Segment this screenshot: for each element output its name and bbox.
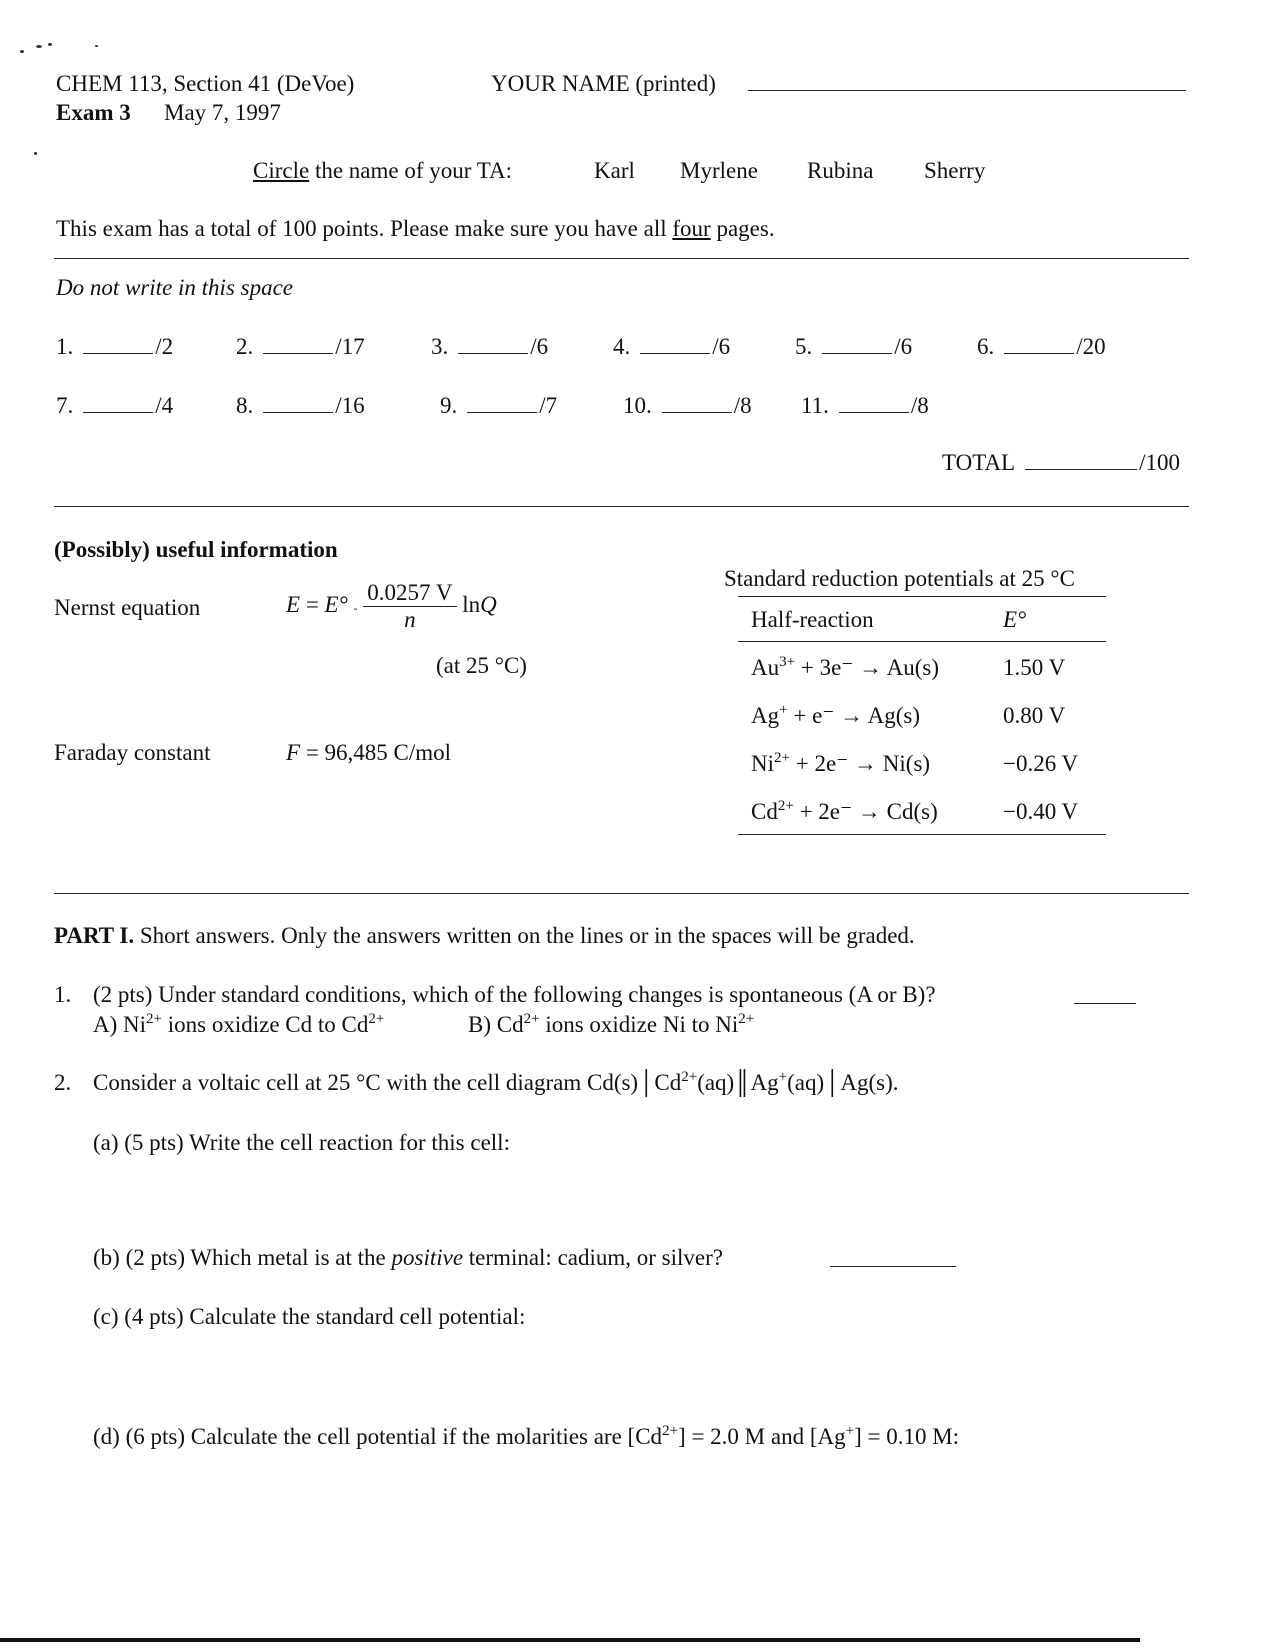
q2b-emphasis: positive <box>391 1245 464 1270</box>
ion: Cd <box>751 799 778 824</box>
q2d-text <box>93 1424 959 1450</box>
score-5 <box>795 333 912 360</box>
faraday-label: Faraday constant <box>54 740 211 765</box>
faraday-value <box>286 740 451 766</box>
part1-heading <box>54 923 915 949</box>
ion: Ni <box>751 751 774 776</box>
q2b-part: (b) (2 pts) Which metal is at the <box>93 1245 386 1270</box>
q1-text: (2 pts) Under standard conditions, which of the following changes is spontaneous (A or B)? <box>93 982 936 1007</box>
score-8 <box>236 392 365 419</box>
score-max: /6 <box>530 334 549 359</box>
table-rule <box>738 641 1106 642</box>
ta-prompt <box>253 158 512 184</box>
notice-text-end: pages. <box>716 216 775 241</box>
score-num: 2. <box>236 334 254 359</box>
charge: 2+ <box>146 1011 162 1027</box>
score-blank[interactable] <box>1004 333 1074 354</box>
nernst-numerator: 0.0257 V <box>363 580 456 607</box>
nernst-note: (at 25 °C) <box>436 653 527 678</box>
nernst-e: E <box>286 592 301 618</box>
nernst-ln: ln <box>462 592 481 618</box>
score-4 <box>613 333 730 360</box>
charge: + <box>778 1069 788 1085</box>
q2-text-part: (aq)║Ag <box>697 1070 779 1095</box>
score-max: /7 <box>539 393 558 418</box>
q2d-part: ] = 2.0 M and [Ag <box>678 1424 846 1449</box>
score-num: 7. <box>56 393 74 418</box>
reaction-rest: + 2e⁻ → Ni(s) <box>789 751 931 776</box>
nernst-equation <box>286 580 497 634</box>
score-num: 8. <box>236 393 254 418</box>
score-num: 4. <box>613 334 631 359</box>
score-num: 11. <box>801 393 829 418</box>
score-blank[interactable] <box>458 333 528 354</box>
charge: 2+ <box>738 1011 755 1027</box>
score-max: /17 <box>335 334 365 359</box>
charge: + <box>845 1423 855 1439</box>
ta-option-rubina[interactable]: Rubina <box>807 158 874 183</box>
score-max: /2 <box>155 334 174 359</box>
q2d-part: (d) (6 pts) Calculate the cell potential if the molarities are [Cd <box>93 1424 663 1449</box>
score-blank[interactable] <box>263 392 333 413</box>
q1-option-b <box>468 1012 754 1038</box>
charge: 2+ <box>523 1011 540 1027</box>
reaction-rest: + 2e⁻ → Cd(s) <box>793 799 938 824</box>
q2b-text <box>93 1245 723 1271</box>
divider <box>54 893 1189 894</box>
ta-prompt-text: the name of your TA: <box>314 158 512 183</box>
scan-speck <box>48 43 52 46</box>
score-2 <box>236 333 365 360</box>
score-num: 9. <box>440 393 458 418</box>
potentials-title: Standard reduction potentials at 25 °C <box>724 566 1075 591</box>
q1-answer-blank[interactable] <box>1074 1003 1136 1004</box>
reaction-ag <box>751 703 920 729</box>
ta-option-sherry[interactable]: Sherry <box>924 158 986 183</box>
reaction-au <box>751 655 939 681</box>
score-num: 6. <box>977 334 995 359</box>
scan-speck <box>36 45 42 48</box>
q1-number: 1. <box>54 982 72 1007</box>
ion: Au <box>751 655 780 680</box>
exam-label: Exam 3 <box>56 100 131 125</box>
reaction-cd <box>751 799 938 825</box>
score-3 <box>431 333 548 360</box>
faraday-symbol: F <box>286 740 301 765</box>
charge: 3+ <box>779 654 796 670</box>
scan-speck <box>34 152 37 155</box>
nernst-minus: - <box>353 601 358 616</box>
exam-notice <box>56 216 775 242</box>
q2-text-part: (aq)│Ag(s). <box>787 1070 899 1095</box>
score-blank[interactable] <box>83 392 153 413</box>
total-max: /100 <box>1139 450 1181 475</box>
charge: 2+ <box>774 750 790 766</box>
notice-emphasis: four <box>672 216 711 241</box>
course-title: CHEM 113, Section 41 (DeVoe) <box>56 71 355 96</box>
score-max: /20 <box>1076 334 1106 359</box>
col-reaction-header: Half-reaction <box>751 607 874 632</box>
charge: 2+ <box>368 1011 385 1027</box>
reaction-rest: + e⁻ → Ag(s) <box>787 703 921 728</box>
score-max: /6 <box>712 334 731 359</box>
faraday-number: = 96,485 C/mol <box>305 740 452 765</box>
score-blank[interactable] <box>839 392 909 413</box>
potential-ag: 0.80 V <box>1003 703 1066 728</box>
nernst-denominator: n <box>404 607 416 633</box>
q2d-part: ] = 0.10 M: <box>854 1424 960 1449</box>
score-blank[interactable] <box>822 333 892 354</box>
part1-intro: Short answers. Only the answers written on the lines or in the spaces will be graded. <box>139 923 915 948</box>
ion: Ag <box>751 703 780 728</box>
q2b-part: terminal: cadium, or silver? <box>468 1245 723 1270</box>
score-max: /16 <box>335 393 365 418</box>
q2a-text: (a) (5 pts) Write the cell reaction for this cell: <box>93 1130 510 1155</box>
divider <box>54 506 1189 507</box>
score-10 <box>623 392 752 419</box>
scan-speck <box>95 45 98 47</box>
col-e-header: E° <box>1003 607 1027 632</box>
total-label: TOTAL <box>942 450 1016 475</box>
score-11 <box>801 392 929 419</box>
charge: + <box>779 702 788 718</box>
reaction-rest: + 3e⁻ → Au(s) <box>795 655 940 680</box>
potential-cd: −0.40 V <box>1003 799 1079 824</box>
nernst-e0: E° <box>324 592 348 618</box>
potential-au: 1.50 V <box>1003 655 1066 680</box>
score-blank[interactable] <box>467 392 537 413</box>
charge: 2+ <box>777 798 794 814</box>
table-rule <box>738 834 1106 835</box>
circle-word: Circle <box>253 158 310 183</box>
nernst-fraction <box>363 580 456 634</box>
q2-text-part: Consider a voltaic cell at 25 °C with the cell diagram Cd(s)│Cd <box>93 1070 682 1095</box>
score-num: 10. <box>623 393 652 418</box>
score-7 <box>56 392 173 419</box>
nernst-label: Nernst equation <box>54 595 201 620</box>
q1-b-text: ions oxidize Ni to Ni <box>539 1012 739 1037</box>
score-total <box>942 449 1180 476</box>
q2b-answer-blank[interactable] <box>830 1266 956 1267</box>
score-max: /8 <box>733 393 752 418</box>
reaction-ni <box>751 751 930 777</box>
score-num: 1. <box>56 334 74 359</box>
score-1 <box>56 333 173 360</box>
divider <box>54 258 1189 259</box>
score-num: 3. <box>431 334 449 359</box>
score-max: /6 <box>894 334 913 359</box>
score-blank[interactable] <box>662 392 732 413</box>
potential-ni: −0.26 V <box>1003 751 1079 776</box>
scan-edge <box>0 1638 1140 1642</box>
score-blank[interactable] <box>640 333 710 354</box>
total-blank[interactable] <box>1025 449 1137 470</box>
ta-option-myrlene[interactable]: Myrlene <box>680 158 758 183</box>
score-max: /4 <box>155 393 174 418</box>
q1-a-text: ions oxidize Cd to Cd <box>162 1012 369 1037</box>
grading-label: Do not write in this space <box>56 275 294 300</box>
score-6 <box>977 333 1106 360</box>
score-max: /8 <box>910 393 929 418</box>
score-blank[interactable] <box>83 333 153 354</box>
q1-b-text: B) Cd <box>468 1012 524 1037</box>
info-title: (Possibly) useful information <box>54 537 338 562</box>
part1-title: PART I. <box>54 923 135 948</box>
name-label: YOUR NAME (printed) <box>491 71 716 96</box>
name-field[interactable] <box>748 90 1186 91</box>
q2-number: 2. <box>54 1070 72 1095</box>
exam-date: May 7, 1997 <box>164 100 281 125</box>
scan-speck <box>20 50 24 53</box>
q1-option-a <box>93 1012 384 1038</box>
score-num: 5. <box>795 334 813 359</box>
q1-a-text: A) Ni <box>93 1012 147 1037</box>
charge: 2+ <box>681 1069 698 1085</box>
score-blank[interactable] <box>263 333 333 354</box>
nernst-equals: = <box>305 592 319 618</box>
q2-text <box>93 1070 899 1096</box>
ta-option-karl[interactable]: Karl <box>594 158 635 183</box>
table-rule <box>738 596 1106 597</box>
notice-text: This exam has a total of 100 points. Please make sure you have all <box>56 216 667 241</box>
q2c-text: (c) (4 pts) Calculate the standard cell potential: <box>93 1304 526 1329</box>
score-9 <box>440 392 557 419</box>
nernst-q: Q <box>480 592 497 618</box>
charge: 2+ <box>662 1423 679 1439</box>
